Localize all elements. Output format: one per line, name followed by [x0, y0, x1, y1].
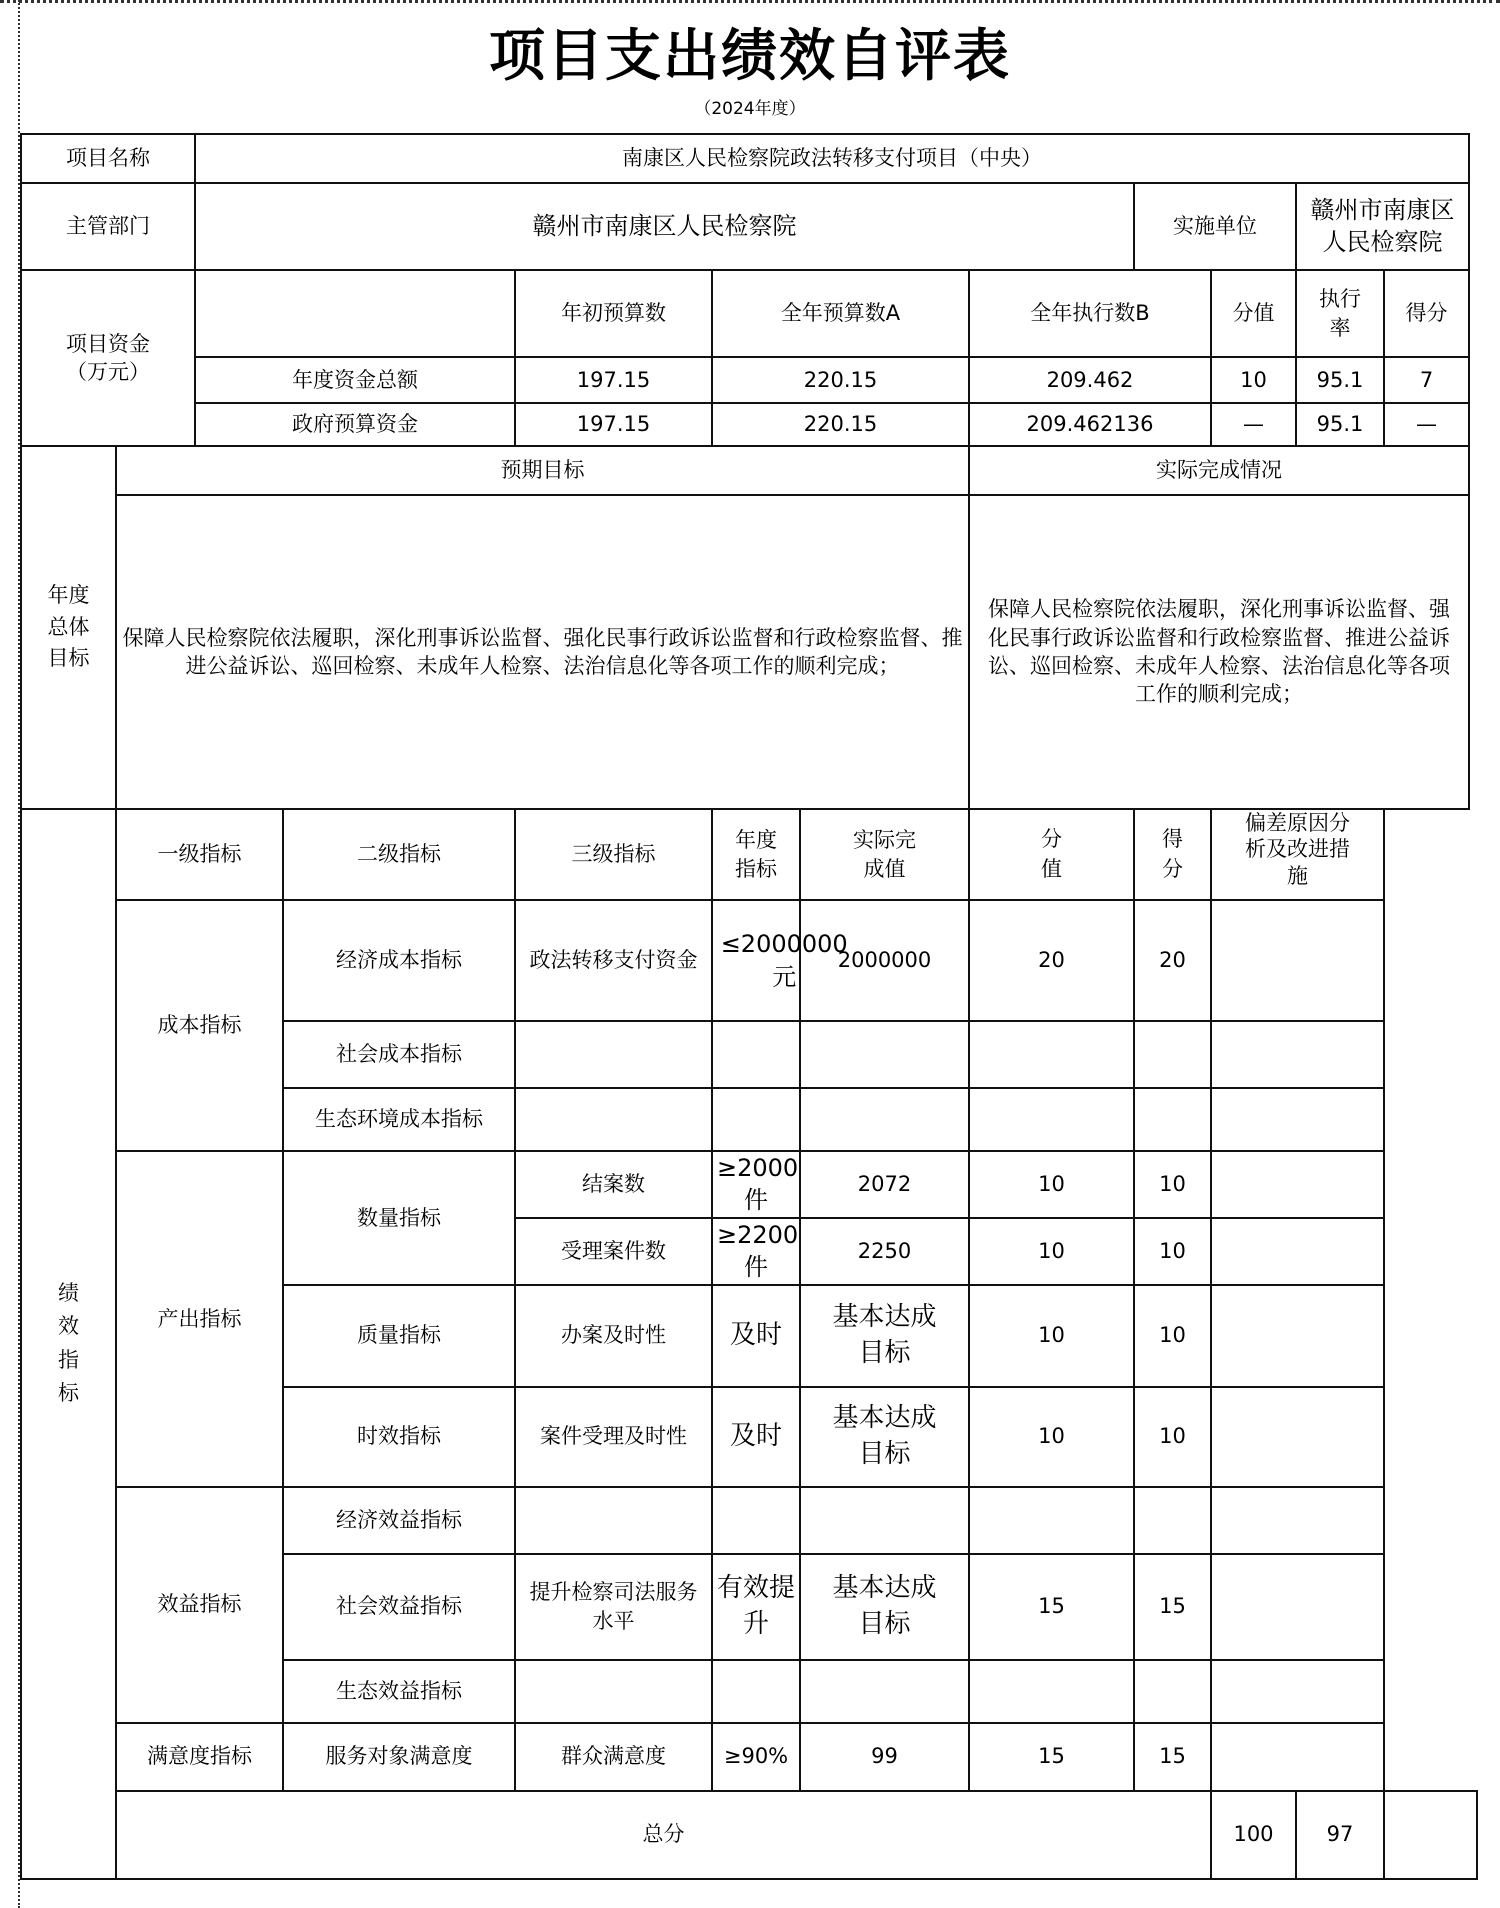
goals-header-row — [21, 446, 1477, 495]
level2-cell: 生态环境成本指标 — [283, 1088, 515, 1151]
weight-cell — [969, 1088, 1134, 1151]
funds-row-weight: — — [1211, 403, 1296, 446]
header-level3: 三级指标 — [515, 809, 712, 900]
level1-cell: 成本指标 — [116, 900, 283, 1151]
indicator-row — [21, 1487, 1477, 1554]
actual-cell — [800, 1021, 969, 1088]
weight-cell — [969, 1660, 1134, 1723]
funds-row-score: 7 — [1384, 357, 1469, 403]
score-cell — [1134, 1088, 1211, 1151]
deviation-cell — [1211, 1487, 1384, 1554]
level2-cell: 数量指标 — [283, 1151, 515, 1285]
funds-row-executed: 209.462136 — [969, 403, 1211, 446]
funds-header-rate: 执行率 — [1296, 270, 1384, 357]
funds-header-annual: 全年预算数A — [712, 270, 969, 357]
funds-row-annual: 220.15 — [712, 357, 969, 403]
funds-row-rate: 95.1 — [1296, 403, 1384, 446]
weight-cell: 10 — [969, 1218, 1134, 1285]
target-cell — [712, 1021, 800, 1088]
score-cell — [1134, 1660, 1211, 1723]
actual-cell — [800, 1088, 969, 1151]
actual-cell: 2072 — [800, 1151, 969, 1218]
goals-expected-text: 保障人民检察院依法履职，深化刑事诉讼监督、强化民事行政诉讼监督和行政检察监督、推进公益诉讼、巡回检察、未成年人检察、法治信息化等各项工作的顺利完成； — [116, 495, 969, 809]
weight-cell: 20 — [969, 900, 1134, 1021]
level3-cell: 群众满意度 — [515, 1723, 712, 1791]
page-title: 项目支出绩效自评表 — [489, 23, 1011, 89]
total-weight: 100 — [1211, 1791, 1296, 1879]
deviation-cell — [1211, 1660, 1384, 1723]
funds-row-name: 政府预算资金 — [195, 403, 515, 446]
header-target: 年度指标 — [712, 809, 800, 900]
level1-cell: 产出指标 — [116, 1151, 283, 1487]
target-cell — [712, 1487, 800, 1554]
funds-label: 项目资金（万元） — [21, 270, 195, 446]
actual-cell: 基本达成目标 — [800, 1554, 969, 1660]
weight-cell: 10 — [969, 1285, 1134, 1387]
goals-expected-header: 预期目标 — [116, 446, 969, 495]
actual-cell: 99 — [800, 1723, 969, 1791]
total-deviation — [1384, 1791, 1477, 1879]
weight-cell: 10 — [969, 1151, 1134, 1218]
dept-value: 赣州市南康区人民检察院 — [195, 183, 1134, 270]
dept-label: 主管部门 — [21, 183, 195, 270]
target-cell: 及时 — [712, 1285, 800, 1387]
goals-content-row — [21, 495, 1477, 809]
actual-cell: 基本达成目标 — [800, 1285, 969, 1387]
score-cell: 10 — [1134, 1218, 1211, 1285]
funds-row-rate: 95.1 — [1296, 357, 1384, 403]
level1-cell: 效益指标 — [116, 1487, 283, 1723]
goals-actual-header: 实际完成情况 — [969, 446, 1469, 495]
score-cell: 10 — [1134, 1285, 1211, 1387]
deviation-cell — [1211, 1021, 1384, 1088]
page-border-top — [0, 0, 1500, 3]
project-name-label: 项目名称 — [21, 134, 195, 183]
score-cell: 10 — [1134, 1387, 1211, 1487]
level3-cell — [515, 1088, 712, 1151]
actual-cell — [800, 1487, 969, 1554]
level2-cell: 质量指标 — [283, 1285, 515, 1387]
funds-row-initial: 197.15 — [515, 403, 712, 446]
weight-cell: 10 — [969, 1387, 1134, 1487]
deviation-cell — [1211, 1285, 1384, 1387]
project-name-value: 南康区人民检察院政法转移支付项目（中央） — [195, 134, 1469, 183]
score-cell: 15 — [1134, 1723, 1211, 1791]
impl-label: 实施单位 — [1134, 183, 1296, 270]
funds-blank-header — [195, 270, 515, 357]
actual-cell — [800, 1660, 969, 1723]
funds-row — [21, 357, 1477, 403]
deviation-cell — [1211, 1387, 1384, 1487]
indicator-row — [21, 1151, 1477, 1218]
weight-cell: 15 — [969, 1554, 1134, 1660]
level3-cell: 结案数 — [515, 1151, 712, 1218]
header-actual: 实际完成值 — [800, 809, 969, 900]
score-cell — [1134, 1487, 1211, 1554]
total-label: 总分 — [116, 1791, 1211, 1879]
funds-row-annual: 220.15 — [712, 403, 969, 446]
target-cell — [712, 1660, 800, 1723]
header-weight: 分值 — [969, 809, 1134, 900]
weight-cell: 15 — [969, 1723, 1134, 1791]
level2-cell: 社会成本指标 — [283, 1021, 515, 1088]
level3-cell: 提升检察司法服务水平 — [515, 1554, 712, 1660]
level2-cell: 时效指标 — [283, 1387, 515, 1487]
deviation-cell — [1211, 900, 1384, 1021]
score-cell: 15 — [1134, 1554, 1211, 1660]
project-name-row — [21, 134, 1477, 183]
deviation-cell — [1211, 1088, 1384, 1151]
deviation-cell — [1211, 1151, 1384, 1218]
score-cell: 20 — [1134, 900, 1211, 1021]
funds-header-row — [21, 270, 1477, 357]
evaluation-table — [20, 133, 1478, 1880]
funds-row-initial: 197.15 — [515, 357, 712, 403]
level3-cell: 受理案件数 — [515, 1218, 712, 1285]
target-cell — [712, 1088, 800, 1151]
page-subtitle: （2024年度） — [694, 99, 806, 119]
level2-cell: 社会效益指标 — [283, 1554, 515, 1660]
level3-cell — [515, 1660, 712, 1723]
funds-row-score: — — [1384, 403, 1469, 446]
funds-row-weight: 10 — [1211, 357, 1296, 403]
header-level2: 二级指标 — [283, 809, 515, 900]
goals-label: 年度总体目标 — [21, 446, 116, 809]
department-row — [21, 183, 1477, 270]
level3-cell: 政法转移支付资金 — [515, 900, 712, 1021]
funds-header-weight: 分值 — [1211, 270, 1296, 357]
deviation-cell — [1211, 1723, 1384, 1791]
weight-cell — [969, 1021, 1134, 1088]
indicator-row — [21, 900, 1477, 1021]
level2-cell: 经济效益指标 — [283, 1487, 515, 1554]
indicator-header-row — [21, 809, 1477, 900]
deviation-cell — [1211, 1554, 1384, 1660]
impl-value: 赣州市南康区人民检察院 — [1296, 183, 1469, 270]
score-cell — [1134, 1021, 1211, 1088]
indicator-row — [21, 1723, 1477, 1791]
actual-cell: 2250 — [800, 1218, 969, 1285]
target-cell: ≤2000000元 — [712, 900, 800, 1021]
weight-cell — [969, 1487, 1134, 1554]
header-score: 得分 — [1134, 809, 1211, 900]
level2-cell: 生态效益指标 — [283, 1660, 515, 1723]
target-cell: ≥2000件 — [712, 1151, 800, 1218]
level3-cell: 办案及时性 — [515, 1285, 712, 1387]
level3-cell: 案件受理及时性 — [515, 1387, 712, 1487]
indicators-label: 绩效指标 — [21, 809, 116, 1879]
goals-actual-text: 保障人民检察院依法履职，深化刑事诉讼监督、强化民事行政诉讼监督和行政检察监督、推进公益诉讼、巡回检察、未成年人检察、法治信息化等各项工作的顺利完成； — [969, 495, 1469, 809]
total-score: 97 — [1296, 1791, 1384, 1879]
level1-cell: 满意度指标 — [116, 1723, 283, 1791]
actual-cell: 2000000 — [800, 900, 969, 1021]
level2-cell: 服务对象满意度 — [283, 1723, 515, 1791]
target-cell: ≥90% — [712, 1723, 800, 1791]
funds-header-initial: 年初预算数 — [515, 270, 712, 357]
target-cell: 及时 — [712, 1387, 800, 1487]
score-cell: 10 — [1134, 1151, 1211, 1218]
target-cell: 有效提升 — [712, 1554, 800, 1660]
actual-cell: 基本达成目标 — [800, 1387, 969, 1487]
funds-row-name: 年度资金总额 — [195, 357, 515, 403]
total-row — [21, 1791, 1477, 1879]
target-cell: ≥2200件 — [712, 1218, 800, 1285]
funds-header-score: 得分 — [1384, 270, 1469, 357]
header-deviation: 偏差原因分析及改进措施 — [1211, 809, 1384, 900]
funds-row-executed: 209.462 — [969, 357, 1211, 403]
header-level1: 一级指标 — [116, 809, 283, 900]
funds-header-executed: 全年执行数B — [969, 270, 1211, 357]
level2-cell: 经济成本指标 — [283, 900, 515, 1021]
funds-row — [21, 403, 1477, 446]
level3-cell — [515, 1487, 712, 1554]
level3-cell — [515, 1021, 712, 1088]
deviation-cell — [1211, 1218, 1384, 1285]
